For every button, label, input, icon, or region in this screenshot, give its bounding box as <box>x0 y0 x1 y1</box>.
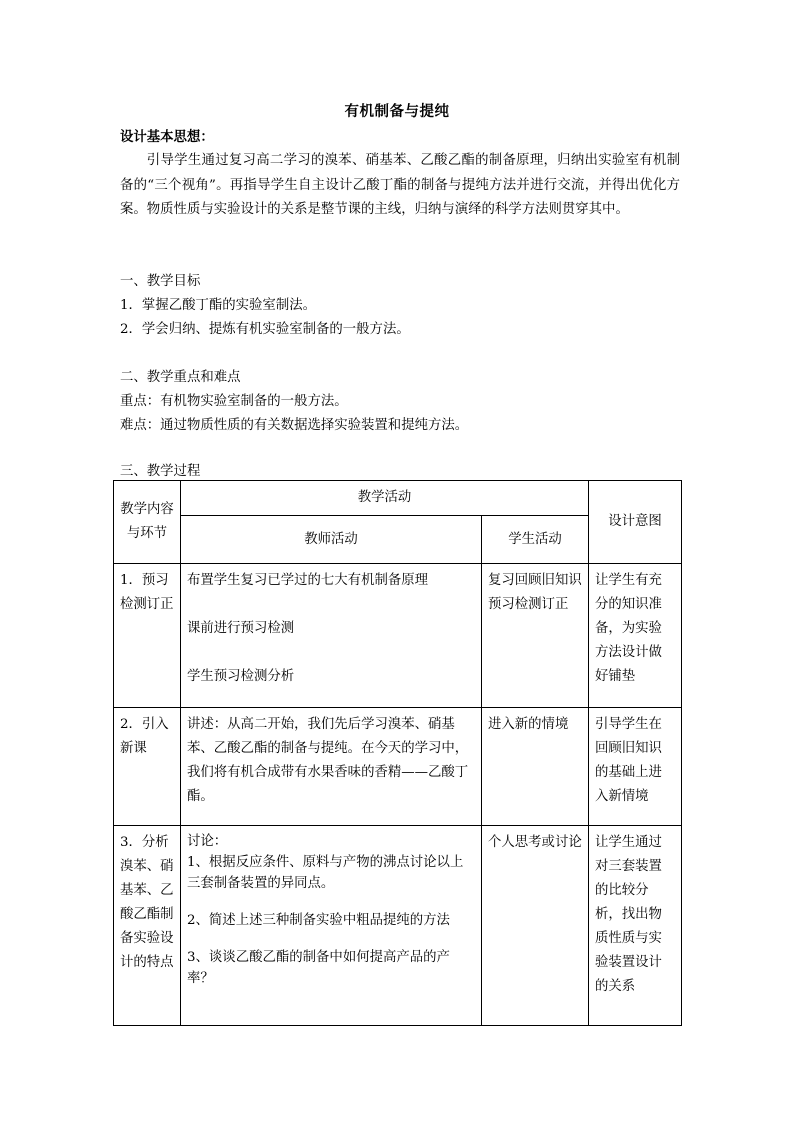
teacher-line: 3、谈谈乙酸乙酯的制备中如何提高产品的产率？ <box>187 950 450 986</box>
teacher-line: 讲述：从高二开始，我们先后学习溴苯、硝基苯、乙酸乙酯的制备与提纯。在今天的学习中，我们将有机合成带有水果香味的香精——乙酸丁酯。 <box>187 717 469 804</box>
teacher-line: 讨论： <box>187 834 228 849</box>
design-heading: 设计基本思想： <box>120 129 214 145</box>
blank-line <box>187 641 475 665</box>
cell-teacher <box>181 826 482 1026</box>
header-intent: 设计意图 <box>589 481 682 564</box>
key-point: 重点：有机物实验室制备的一般方法。 <box>120 394 348 409</box>
header-content: 教学内容与环节 <box>114 481 181 564</box>
student-line: 个人思考或讨论 <box>488 835 582 850</box>
objective-item: 2．学会归纳、提炼有机实验室制备的一般方法。 <box>120 322 410 337</box>
cell-student <box>482 564 589 708</box>
table-row <box>114 708 682 826</box>
teacher-line: 学生预习检测分析 <box>187 669 295 684</box>
section2-heading: 二、教学重点和难点 <box>120 370 241 385</box>
student-line: 复习回顾旧知识 <box>488 573 582 588</box>
teacher-line: 2、简述上述三种制备实验中粗品提纯的方法 <box>187 913 450 928</box>
table-row <box>114 564 682 708</box>
design-paragraph: 引导学生通过复习高二学习的溴苯、硝基苯、乙酸乙酯的制备原理，归纳出实验室有机制备的“三个视角”。再指导学生自主设计乙酸丁酯的制备与提纯方法并进行交流，并得出优化方案。物质性质与实验设计的关系是整节课的主线，归纳与演绎的科学方法则贯穿其中。 <box>120 153 680 217</box>
cell-content: 1．预习检测订正 <box>114 564 181 708</box>
section1-heading: 一、教学目标 <box>120 274 201 289</box>
teacher-line: 1、根据反应条件、原料与产物的沸点讨论以上三套制备装置的异同点。 <box>187 855 464 891</box>
objective-item: 1．掌握乙酸丁酯的实验室制法。 <box>120 298 316 313</box>
table-row <box>114 826 682 1026</box>
cell-content: 3．分析溴苯、硝基苯、乙酸乙酯制备实验设计的特点 <box>114 826 181 1026</box>
difficult-point: 难点：通过物质性质的有关数据选择实验装置和提纯方法。 <box>120 418 469 433</box>
blank-line <box>187 593 475 617</box>
header-teacher: 教师活动 <box>181 516 482 564</box>
teacher-line: 课前进行预习检测 <box>187 621 295 636</box>
cell-student <box>482 708 589 826</box>
header-activity: 教学活动 <box>181 481 589 516</box>
cell-intent: 让学生有充分的知识准备，为实验方法设计做好铺垫 <box>589 564 682 708</box>
cell-teacher <box>181 708 482 826</box>
cell-intent: 引导学生在回顾旧知识的基础上进入新情境 <box>589 708 682 826</box>
cell-content: 2．引入新课 <box>114 708 181 826</box>
student-line: 进入新的情境 <box>488 717 569 732</box>
teacher-line: 布置学生复习已学过的七大有机制备原理 <box>187 573 429 588</box>
section3-heading: 三、教学过程 <box>120 464 201 479</box>
student-line: 预习检测订正 <box>488 597 569 612</box>
blank-line <box>187 894 475 910</box>
cell-intent: 让学生通过对三套装置的比较分析，找出物质性质与实验装置设计的关系 <box>589 826 682 1026</box>
cell-teacher <box>181 564 482 708</box>
cell-student <box>482 826 589 1026</box>
header-student: 学生活动 <box>482 516 589 564</box>
blank-line <box>187 931 475 947</box>
document-title: 有机制备与提纯 <box>344 103 450 120</box>
teaching-process-table <box>113 480 682 1026</box>
